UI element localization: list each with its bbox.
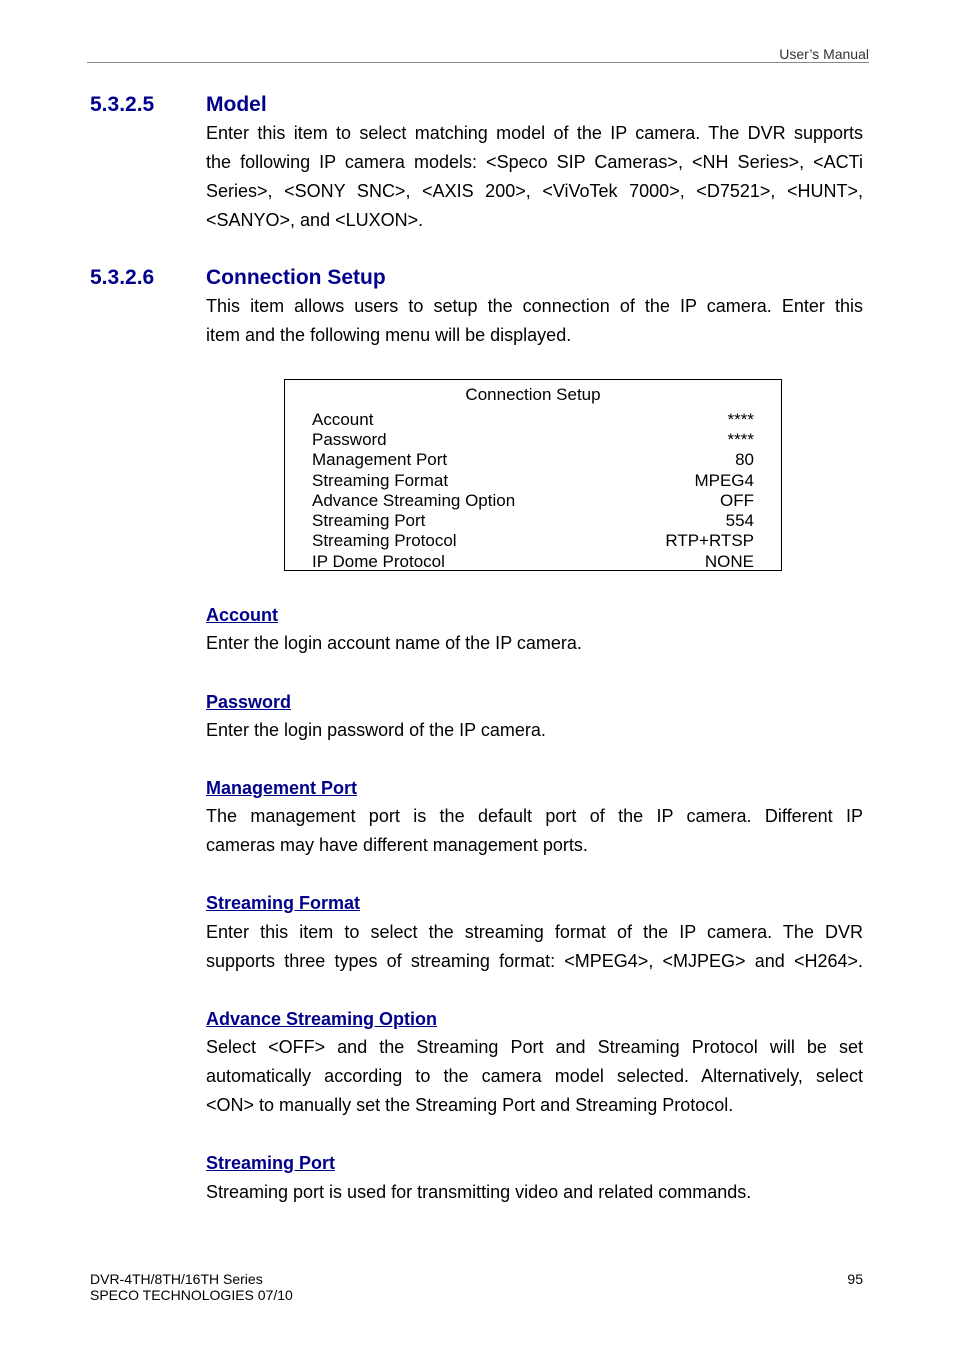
connection-setup-menu <box>284 379 782 571</box>
subheading-advance-streaming-option: Advance Streaming Option <box>206 1009 438 1029</box>
menu-row-advance-streaming-option <box>312 491 754 511</box>
subheading-management-port: Management Port <box>206 778 358 798</box>
header-divider <box>87 62 869 63</box>
text-line: <ON> to manually set the Streaming Port and Streaming Protocol. <box>206 1095 734 1115</box>
menu-value: **** <box>727 410 754 429</box>
body-streaming-port <box>206 1178 863 1207</box>
page-footer-left <box>90 1271 293 1303</box>
section-title-connection-setup: Connection Setup <box>206 266 386 289</box>
menu-label: Advance Streaming Option <box>312 491 516 510</box>
header-manual-label: User’s Manual <box>779 46 869 62</box>
menu-row-ip-dome-protocol <box>312 552 754 572</box>
body-streaming-format <box>206 918 863 976</box>
section-number-connection-setup: 5.3.2.6 <box>90 266 155 289</box>
menu-label: Streaming Format <box>312 471 449 490</box>
menu-value: 554 <box>725 511 754 530</box>
subheading-streaming-format: Streaming Format <box>206 893 361 913</box>
text-line: Enter this item to select matching model of the IP camera. The DVR supports <box>206 123 863 143</box>
menu-row-password <box>312 430 754 450</box>
menu-label: IP Dome Protocol <box>312 552 445 571</box>
menu-value: RTP+RTSP <box>665 531 754 550</box>
text-line: The management port is the default port of the IP camera. Different IP <box>206 806 863 826</box>
text-line: cameras may have different management ports. <box>206 835 588 855</box>
text-line: Series>, <SONY SNC>, <AXIS 200>, <ViVoTek 7000>, <D7521>, <HUNT>, <box>206 181 863 201</box>
menu-row-management-port <box>312 450 754 470</box>
footer-series: DVR-4TH/8TH/16TH Series <box>90 1271 263 1287</box>
page-number: 95 <box>847 1271 863 1287</box>
body-password <box>206 716 863 745</box>
menu-row-streaming-port <box>312 511 754 531</box>
body-advance-streaming-option <box>206 1033 863 1120</box>
text-line: automatically according to the camera model selected. Alternatively, select <box>206 1066 863 1086</box>
text-line: Enter the login password of the IP camera. <box>206 720 546 740</box>
text-line: Streaming port is used for transmitting video and related commands. <box>206 1182 752 1202</box>
subheading-account: Account <box>206 605 278 625</box>
text-line: Select <OFF> and the Streaming Port and Streaming Protocol will be set <box>206 1037 863 1057</box>
menu-value: **** <box>727 430 754 449</box>
text-line: item and the following menu will be displayed. <box>206 325 572 345</box>
menu-row-account <box>312 410 754 430</box>
body-management-port <box>206 802 863 860</box>
subheading-password: Password <box>206 692 292 712</box>
section-title-model: Model <box>206 93 267 116</box>
text-line: <SANYO>, and <LUXON>. <box>206 210 424 230</box>
section-body-model <box>206 119 863 235</box>
footer-company: SPECO TECHNOLOGIES 07/10 <box>90 1287 293 1303</box>
subheading-streaming-port: Streaming Port <box>206 1153 336 1173</box>
body-account <box>206 629 863 658</box>
text-line: This item allows users to setup the connection of the IP camera. Enter this <box>206 296 863 316</box>
menu-value: 80 <box>735 450 754 469</box>
text-line: supports three types of streaming format: <MPEG4>, <MJPEG> and <H264>. <box>206 951 863 971</box>
menu-value: NONE <box>704 552 754 571</box>
text-line: Enter the login account name of the IP camera. <box>206 633 582 653</box>
section-number-model: 5.3.2.5 <box>90 93 155 116</box>
menu-title: Connection Setup <box>465 385 601 404</box>
text-line: Enter this item to select the streaming format of the IP camera. The DVR <box>206 922 863 942</box>
menu-label: Management Port <box>312 450 448 469</box>
section-body-connection-setup <box>206 292 863 350</box>
menu-label: Account <box>312 410 374 429</box>
menu-value: MPEG4 <box>694 471 754 490</box>
menu-value: OFF <box>720 491 754 510</box>
menu-label: Streaming Protocol <box>312 531 457 550</box>
menu-label: Password <box>312 430 387 449</box>
menu-row-streaming-format <box>312 471 754 491</box>
menu-row-streaming-protocol <box>312 531 754 551</box>
menu-label: Streaming Port <box>312 511 426 530</box>
text-line: the following IP camera models: <Speco SIP Cameras>, <NH Series>, <ACTi <box>206 152 863 172</box>
